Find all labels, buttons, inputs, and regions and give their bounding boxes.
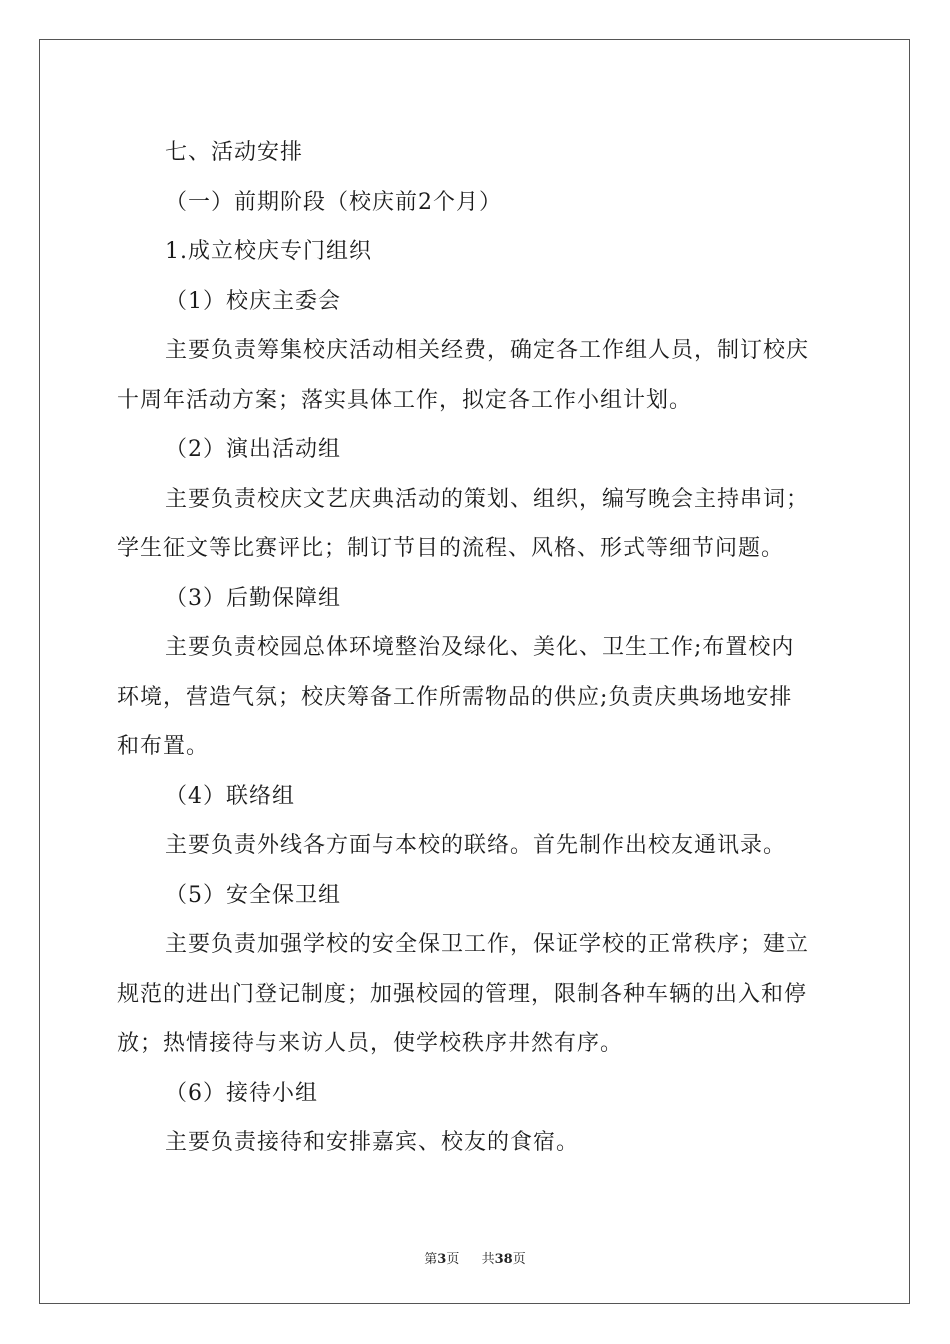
group-heading-2: （2）演出活动组 (165, 437, 341, 462)
group-heading-5: （5）安全保卫组 (165, 882, 341, 908)
footer-page-prefix: 第 (424, 1252, 438, 1267)
group-heading-1: （1）校庆主委会 (165, 288, 341, 314)
footer-total-pages: 38 (494, 1252, 513, 1267)
paragraph-line: 十周年活动方案；落实具体工作，拟定各工作小组计划。 (117, 387, 693, 413)
group-heading-3: （3）后勤保障组 (165, 585, 341, 611)
paragraph-line: 主要负责加强学校的安全保卫工作，保证学校的正常秩序；建立 (165, 932, 810, 957)
paragraph-line: 环境，营造气氛；校庆筹备工作所需物品的供应;负责庆典场地安排 (117, 684, 793, 710)
paragraph-line: 主要负责接待和安排嘉宾、校友的食宿。 (165, 1130, 580, 1155)
paragraph-line: 主要负责校庆文艺庆典活动的策划、组织，编写晚会主持串词； (165, 486, 810, 512)
group-heading-6: （6）接待小组 (165, 1080, 318, 1106)
footer-total-prefix: 共 (481, 1252, 495, 1267)
paragraph-line: 主要负责外线各方面与本校的联络。首先制作出校友通讯录。 (165, 833, 787, 858)
group-heading-4: （4）联络组 (165, 783, 295, 809)
paragraph-line: 学生征文等比赛评比；制订节目的流程、风格、形式等细节问题。 (117, 536, 785, 561)
paragraph-line: 主要负责筹集校庆活动相关经费，确定各工作组人员，制订校庆 (165, 338, 810, 363)
page-footer (0, 1248, 950, 1267)
paragraph-line: 规范的进出门登记制度；加强校园的管理，限制各种车辆的出入和停 (117, 981, 808, 1007)
subsection-heading: （一）前期阶段（校庆前2个月） (165, 189, 502, 215)
document-body (117, 128, 837, 1168)
item-heading: 1.成立校庆专门组织 (165, 239, 372, 264)
paragraph-line: 主要负责校园总体环境整治及绿化、美化、卫生工作;布置校内 (165, 635, 795, 660)
footer-page-number: 3 (437, 1252, 447, 1267)
paragraph-line: 放；热情接待与来访人员，使学校秩序井然有序。 (117, 1031, 624, 1056)
section-heading: 七、活动安排 (165, 140, 304, 165)
paragraph-line: 和布置。 (117, 734, 210, 759)
footer-total-suffix: 页 (512, 1252, 526, 1267)
footer-page-suffix: 页 (446, 1252, 460, 1267)
